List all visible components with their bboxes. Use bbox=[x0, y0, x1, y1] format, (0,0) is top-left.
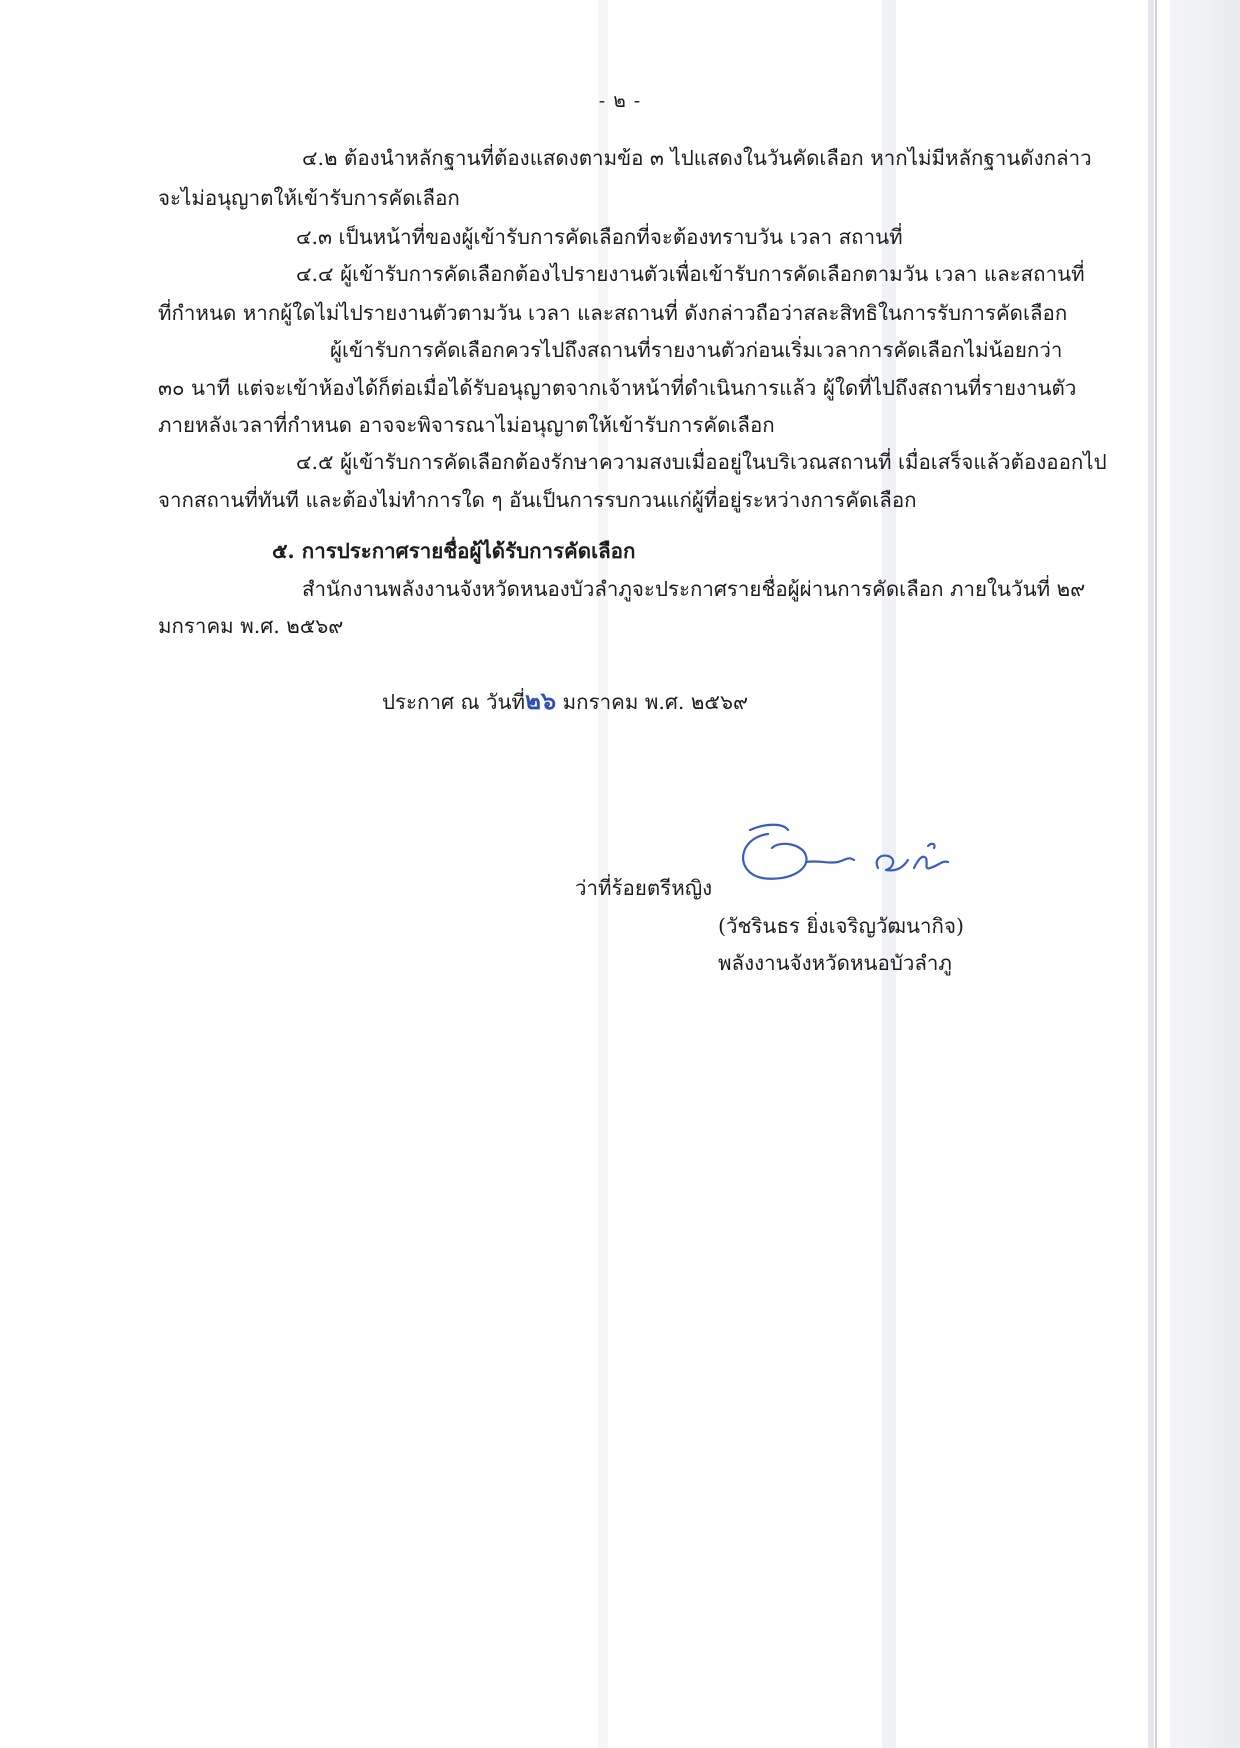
announcement-date bbox=[382, 688, 748, 715]
announcement-suffix: มกราคม พ.ศ. ๒๕๖๙ bbox=[562, 690, 748, 714]
signature-rank: ว่าที่ร้อยตรีหญิง bbox=[575, 876, 713, 900]
item-4-4-line2: ที่กำหนด หากผู้ใดไม่ไปรายงานตัวตามวัน เวลา และสถานที่ ดังกล่าวถือว่าสละสิทธิในการรับการคัดเลือก bbox=[158, 301, 1068, 325]
scan-edge-line bbox=[1155, 0, 1157, 1748]
handwritten-day: ๒๖ bbox=[525, 687, 557, 715]
item-4-3: ๔.๓ เป็นหน้าที่ของผู้เข้ารับการคัดเลือกที่จะต้องทราบวัน เวลา สถานที่ bbox=[296, 225, 903, 249]
handwritten-signature bbox=[728, 820, 968, 900]
section-5-body-line2: มกราคม พ.ศ. ๒๕๖๙ bbox=[158, 614, 344, 638]
page-number: - ๒ - bbox=[598, 90, 642, 112]
item-4-5-line2: จากสถานที่ทันที และต้องไม่ทำการใด ๆ อันเป็นการรบกวนแก่ผู้ที่อยู่ระหว่างการคัดเลือก bbox=[158, 488, 917, 512]
item-4-5-line1: ๔.๕ ผู้เข้ารับการคัดเลือกต้องรักษาความสงบเมื่ออยู่ในบริเวณสถานที่ เมื่อเสร็จแล้วต้องออกไป bbox=[296, 450, 1107, 474]
scan-edge bbox=[1170, 0, 1240, 1748]
item-4-4-line5: ภายหลังเวลาที่กำหนด อาจจะพิจารณาไม่อนุญาตให้เข้ารับการคัดเลือก bbox=[158, 413, 775, 437]
scan-streak bbox=[1148, 0, 1154, 1748]
item-4-4-line1: ๔.๔ ผู้เข้ารับการคัดเลือกต้องไปรายงานตัวเพื่อเข้ารับการคัดเลือกตามวัน เวลา และสถานที่ bbox=[296, 262, 1085, 286]
item-4-2-line2: จะไม่อนุญาตให้เข้ารับการคัดเลือก bbox=[158, 186, 460, 210]
item-4-2-line1: ๔.๒ ต้องนำหลักฐานที่ต้องแสดงตามข้อ ๓ ไปแสดงในวันคัดเลือก หากไม่มีหลักฐานดังกล่าว bbox=[302, 146, 1092, 170]
signature-position: พลังงานจังหวัดหนอบัวลำภู bbox=[718, 951, 952, 975]
item-4-4-line4: ๓๐ นาที แต่จะเข้าห้องได้ก็ต่อเมื่อได้รับอนุญาตจากเจ้าหน้าที่ดำเนินการแล้ว ผู้ใดที่ไปถึงสถานที่รายงานตัว bbox=[158, 376, 1077, 400]
announcement-prefix: ประกาศ ณ วันที่ bbox=[382, 690, 526, 714]
section-5-body-line1: สำนักงานพลังงานจังหวัดหนองบัวลำภูจะประกาศรายชื่อผู้ผ่านการคัดเลือก ภายในวันที่ ๒๙ bbox=[302, 577, 1086, 601]
signature-name: (วัชรินธร ยิ่งเจริญวัฒนากิจ) bbox=[718, 914, 964, 938]
section-5-heading: ๕. การประกาศรายชื่อผู้ได้รับการคัดเลือก bbox=[272, 539, 636, 563]
item-4-4-line3: ผู้เข้ารับการคัดเลือกควรไปถึงสถานที่รายงานตัวก่อนเริ่มเวลาการคัดเลือกไม่น้อยกว่า bbox=[330, 338, 1063, 362]
